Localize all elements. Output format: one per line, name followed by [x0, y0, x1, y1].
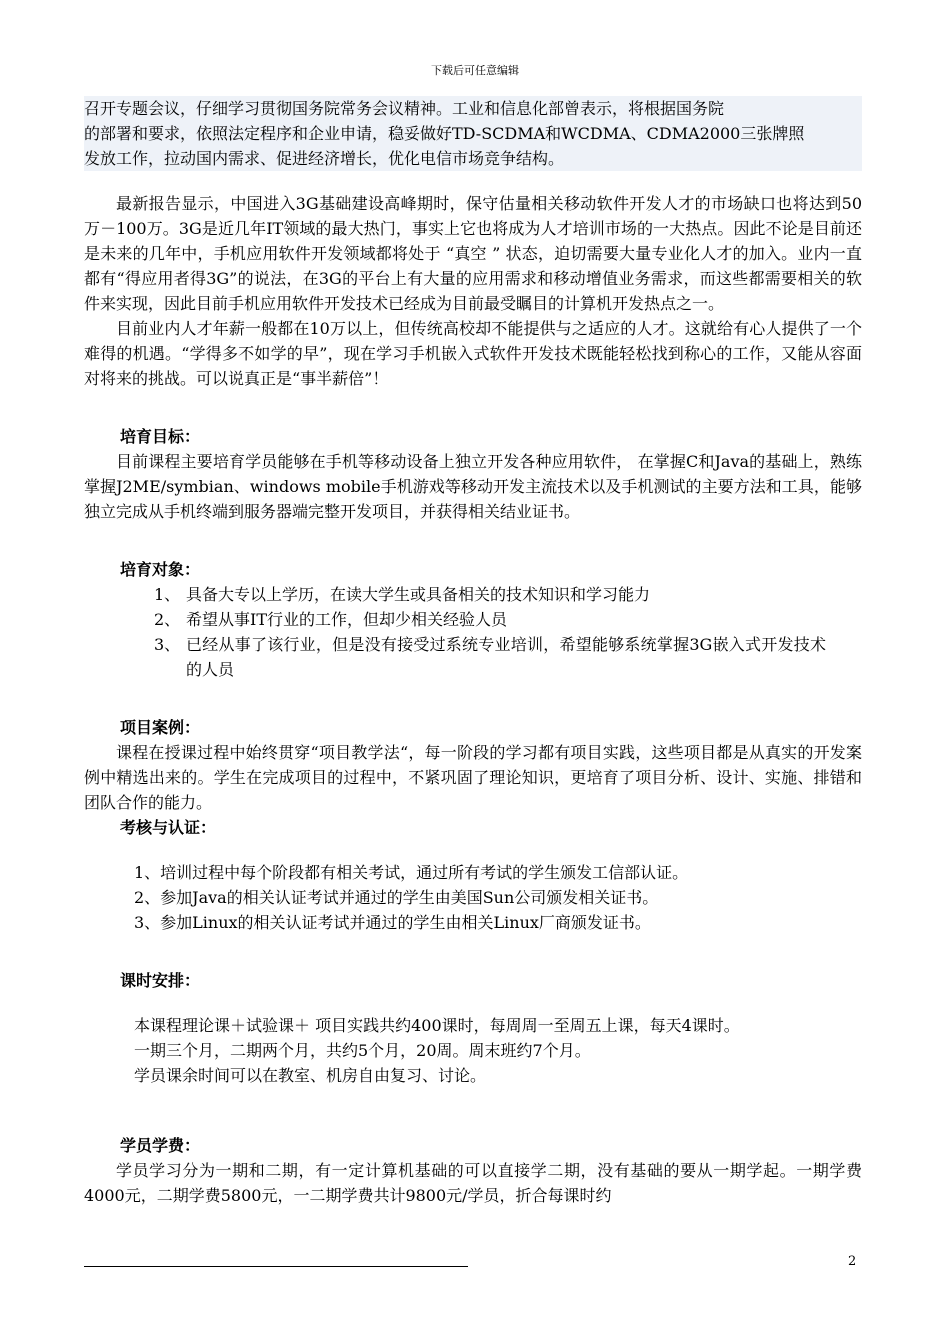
document-body — [84, 96, 862, 1208]
footer-rule — [84, 1266, 468, 1267]
schedule-line: 本课程理论课＋试验课＋ 项目实践共约400课时，每周周一至周五上课，每天4课时。 — [134, 1016, 740, 1035]
page-header: 下载后可任意编辑 — [431, 64, 519, 77]
audience-item: 2、希望从事IT行业的工作，但却少相关经验人员 — [154, 610, 507, 629]
report-paragraph: 最新报告显示，中国进入3G基础建设高峰期时，保守估量相关移动软件开发人才的市场缺口也将达到50万－100万。3G是近几年IT领域的最大热门，事实上它也将成为人才培训市场的一大热点。因此不论是目前还是未来的几年中，手机应用软件开发领域都将处于 “真空 ” 状态，迫切需要大量专业化人才的加入。业内一直都有“得应用者得3G”的说法，在3G的平台上有大量的应用需求和移动增值业务需求，而这些都需要相关的软件来实现，因此目前手机应用软件开发技术已经成为目前最受瞩目的计算机开发热点之一。 — [84, 194, 862, 313]
cases-heading: 项目案例： — [120, 718, 201, 737]
page-number: 2 — [848, 1254, 857, 1269]
goal-heading: 培育目标： — [120, 427, 201, 446]
intro-line: 召开专题会议，仔细学习贯彻国务院常务会议精神。工业和信息化部曾表示，将根据国务院 — [84, 99, 725, 118]
audience-heading: 培育对象： — [120, 560, 201, 579]
intro-line: 发放工作，拉动国内需求、促进经济增长，优化电信市场竞争结构。 — [84, 149, 565, 168]
schedule-line: 学员课余时间可以在教室、机房自由复习、讨论。 — [134, 1066, 487, 1085]
fees-paragraph: 学员学习分为一期和二期，有一定计算机基础的可以直接学二期，没有基础的要从一期学起。一期学费4000元，二期学费5800元，一二期学费共计9800元/学员，折合每课时约 — [84, 1161, 862, 1205]
cert-item: 1、培训过程中每个阶段都有相关考试，通过所有考试的学生颁发工信部认证。 — [134, 863, 689, 882]
audience-item: 3、已经从事了该行业，但是没有接受过系统专业培训，希望能够系统掌握3G嵌入式开发技术的人员 — [154, 635, 826, 679]
goal-paragraph: 目前课程主要培育学员能够在手机等移动设备上独立开发各种应用软件， 在掌握C和Java的基础上，熟练掌握J2ME/symbian、windows mobile手机游戏等移动开发主流技术以及手机测试的主要方法和工具，能够独立完成从手机终端到服务器端完整开发项目，并获得相关结业证书。 — [84, 452, 862, 521]
schedule-line: 一期三个月，二期两个月，共约5个月，20周。周末班约7个月。 — [134, 1041, 591, 1060]
cases-paragraph: 课程在授课过程中始终贯穿“项目教学法“，每一阶段的学习都有项目实践，这些项目都是从真实的开发案例中精选出来的。学生在完成项目的过程中，不紧巩固了理论知识，更培育了项目分析、设计、实施、排错和团队合作的能力。 — [84, 743, 862, 812]
cert-item: 3、参加Linux的相关认证考试并通过的学生由相关Linux厂商颁发证书。 — [134, 913, 651, 932]
cert-heading: 考核与认证： — [120, 818, 217, 837]
intro-line: 的部署和要求，依照法定程序和企业申请，稳妥做好TD-SCDMA和WCDMA、CDMA2000三张牌照 — [84, 124, 805, 143]
intro-block — [84, 96, 862, 171]
schedule-heading: 课时安排： — [120, 971, 201, 990]
fees-heading: 学员学费： — [120, 1136, 201, 1155]
audience-item: 1、具备大专以上学历，在读大学生或具备相关的技术知识和学习能力 — [154, 585, 651, 604]
cert-item: 2、参加Java的相关认证考试并通过的学生由美国Sun公司颁发相关证书。 — [134, 888, 659, 907]
salary-paragraph: 目前业内人才年薪一般都在10万以上，但传统高校却不能提供与之适应的人才。这就给有心人提供了一个难得的机遇。“学得多不如学的早”，现在学习手机嵌入式软件开发技术既能轻松找到称心的工作，又能从容面对将来的挑战。可以说真正是“事半薪倍”！ — [84, 319, 862, 388]
